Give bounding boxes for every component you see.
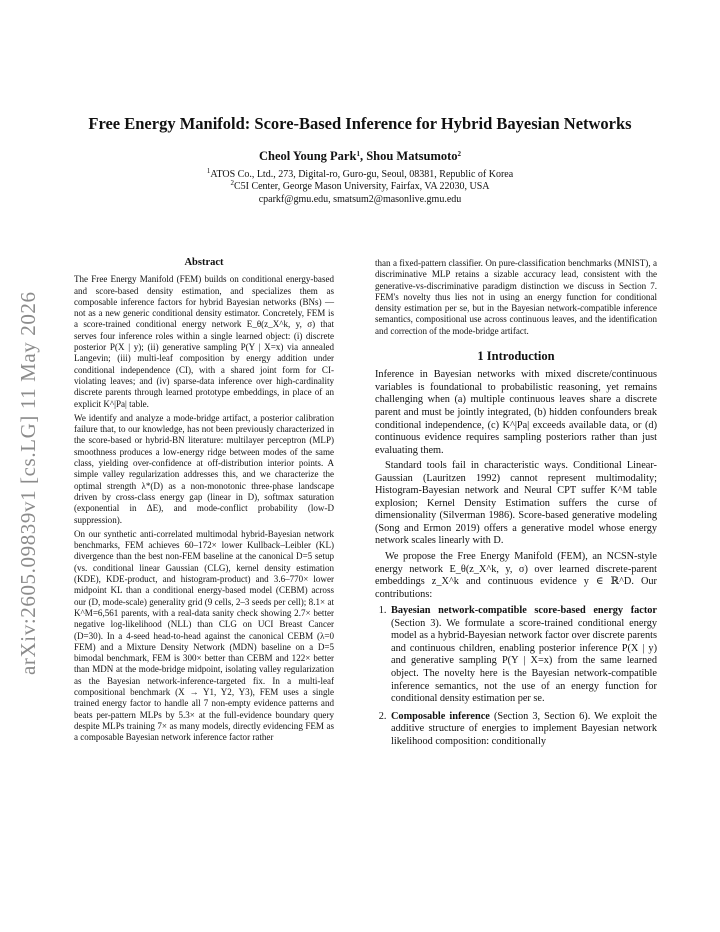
affiliation-2-mark: 2 xyxy=(230,179,234,188)
author-2: Shou Matsumoto xyxy=(366,149,458,163)
affiliation-1 xyxy=(40,169,680,181)
affiliation-2-text: C5I Center, George Mason University, Fairfax, VA 22030, USA xyxy=(233,181,490,193)
contribution-item-2 xyxy=(389,711,657,749)
contribution-1-title: Bayesian network-compatible score-based energy factor xyxy=(391,605,657,617)
abstract-continuation: than a fixed-pattern classifier. On pure-classification benchmarks (MNIST), a discriminative MLP retains a sizable accuracy lead, consistent with the generative-vs-discriminative paradigm distinction we discuss in Section 7. FEM's novelty thus lies not in using an energy function for conditional density estimation per se, but in the Bayesian network-compatible inference semantics, compositional use across continuous leaves, and the identification and correction of the mode-bridge artifact. xyxy=(375,258,657,336)
right-column xyxy=(375,258,657,753)
intro-paragraph-3: We propose the Free Energy Manifold (FEM), an NCSN-style energy network E_θ(z_X^k, y, σ) over learned discrete-parent embeddings z_X^k and continuous evidence y ∈ ℝ^D. Our contributions: xyxy=(375,551,657,600)
paper-title: Free Energy Manifold: Score-Based Inference for Hybrid Bayesian Networks xyxy=(88,114,632,133)
contribution-2-text: (Section 3, Section 6). We exploit the additive structure of energies to implement Bayesian network likelihood composition: conditionally xyxy=(391,710,657,747)
author-2-affil-mark: 2 xyxy=(457,150,462,158)
section-heading-introduction: 1 Introduction xyxy=(477,349,555,364)
author-line xyxy=(40,149,680,164)
intro-paragraph-2: Standard tools fail in characteristic ways. Conditional Linear-Gaussian (Lauritzen 1992) cannot represent multimodality; Histogram-Bayesian network and Neural CPT suffer K^M table explosion; Kernel Density Estimation suffers the curse of dimensionality (Silverman 1986). Score-based generative modeling (Song and Ermon 2019) offers a generative model whose energy network scales linearly with D. xyxy=(375,460,657,547)
abstract-paragraph-2: We identify and analyze a mode-bridge artifact, a posterior calibration failure that, to our knowledge, has not been previously characterized in the score-based or hybrid-BN literature: multilayer perceptron (MLP) smoothness produces a low-energy ridge between modes of the same class, yielding over-confidence at off-distribution interior points. A simple valley regularization addresses this, and we characterize the optimal strength λ*(D) as a non-monotonic three-phase landscape driven by cross-class energy gap (linear in D), softmax saturation (exponential in ΔE), and mode-conflict probability (low-D suppression). xyxy=(74,412,334,525)
author-separator: , xyxy=(359,149,367,163)
contributions-list xyxy=(375,605,657,748)
contribution-2-title: Composable inference xyxy=(391,710,490,722)
affiliation-1-mark: 1 xyxy=(206,167,211,175)
intro-paragraph-1: Inference in Bayesian networks with mixed discrete/continuous variables is foundational to probabilistic reasoning, yet remains challenging when (a) multiple continuous leaves share a discrete parent and must be jointly integrated, (b) hidden confounders break conditional independence, (c) K^|Pa| exceeds available data, or (d) continuous evidence requires sampling posteriors rather than just evaluating them. xyxy=(375,369,657,456)
arxiv-stamp: arXiv:2605.09839v1 [cs.LG] 11 May 2026 xyxy=(16,291,40,675)
affiliation-2 xyxy=(40,181,680,193)
left-column xyxy=(74,257,334,746)
contribution-item-1 xyxy=(389,605,657,705)
contribution-1-text: (Section 3). We formulate a score-trained conditional energy model as a hybrid-Bayesian network factor over discrete parents and continuous children, enabling posterior inference P(X | y) and generative sampling P(Y | X=x) from the same learned object. The novelty here is the Bayesian network-compatible inference semantics, not the use of an energy function for conditional density estimation per se. xyxy=(391,617,657,705)
abstract-heading: Abstract xyxy=(184,257,224,268)
affiliation-1-text: ATOS Co., Ltd., 273, Digital-ro, Guro-gu, Seoul, 08381, Republic of Korea xyxy=(210,169,514,180)
arxiv-stamp-container xyxy=(10,255,46,675)
author-1-affil-mark: 1 xyxy=(356,150,360,158)
affiliations xyxy=(40,169,680,206)
introduction-body xyxy=(375,369,657,748)
author-1: Cheol Young Park xyxy=(258,149,357,163)
abstract-paragraph-3: On our synthetic anti-correlated multimodal hybrid-Bayesian network benchmarks, FEM achieves 60–172× lower Kullback–Leibler (KL) divergence than the best non-FEM baseline at the canonical D=5 setup (vs. conditional linear Gaussian (CLG), kernel density estimation (KDE), KDE-product, and histogram-product) and 3.6–770× lower midpoint KL than a conditional energy-based model (CEBM) across our (D, mode-scale) generality grid (9 cells, 2–3 seeds per cell); 8.1× at K^M=6,561 parents, with a real-data sanity check showing 2.7× better negative log-likelihood (NLL) than CLG on UCI Breast Cancer (D=30). In a 4-seed head-to-head against the canonical CEBM (λ=0 FEM) and a Mixture Density Network (MDN) baseline on a D=5 bimodal benchmark, FEM is 300× better than CEBM and 122× better than MDN at the mode-bridge midpoint, isolating valley regularization as the Bayesian network-inference-targeted fix. In a multi-leaf compositional benchmark (X → Y1, Y2, Y3), FEM uses a single trained energy factor to handle all 7 non-empty evidence patterns and beats per-pattern MLPs by 5.3× at the full-evidence boundary query despite MLPs training 7× as many models, directly evidencing FEM as a composable Bayesian network inference factor rather xyxy=(74,528,334,743)
author-emails: cparkf@gmu.edu, smatsum2@masonlive.gmu.edu xyxy=(258,193,462,205)
abstract-paragraph-1: The Free Energy Manifold (FEM) builds on conditional energy-based and score-based density estimation, and specializes them as composable inference factors for hybrid Bayesian networks (BNs) — not as a new generic conditional density estimator. Concretely, FEM is a score-trained conditional energy network E_θ(z_X^k, y, σ) that serves four inference roles within a single learned object: (i) discrete posterior P(X | y); (ii) generative sampling P(Y | X=x) via annealed Langevin; (iii) multi-leaf composition by energy addition under conditional independence (CI), with a shared joint form for CI-violating leaves; and (iv) sparse-data inference over high-cardinality discrete parents through learned prototype embeddings, in place of an explicit K^|Pa| table. xyxy=(74,274,334,409)
